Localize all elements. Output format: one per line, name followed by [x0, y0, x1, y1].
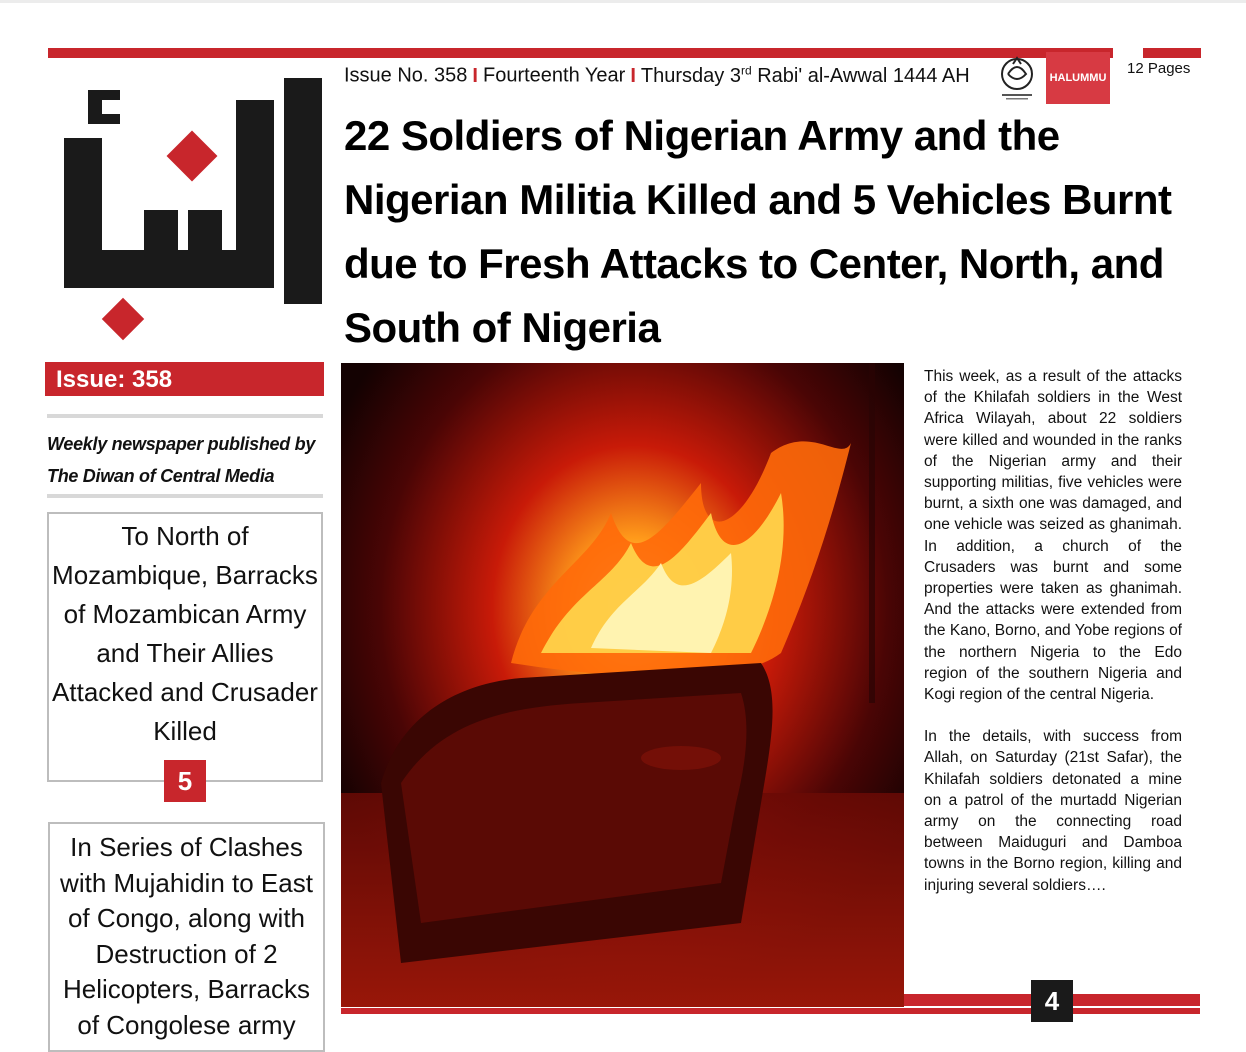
tagline: Weekly newspaper published by The Diwan of Central Media	[47, 434, 316, 486]
red-diamond-icon	[102, 298, 144, 340]
top-divider	[0, 0, 1246, 3]
main-story-body	[924, 366, 1182, 917]
issue-number: Issue No. 358	[344, 64, 468, 87]
issue-year: Fourteenth Year	[482, 64, 626, 87]
media-emblem-icon	[994, 54, 1040, 102]
issue-date: Thursday 3rd Rabi' al-Awwal 1444 AH	[640, 63, 970, 87]
burning-vehicle-photo	[341, 363, 904, 1007]
side-story-mozambique[interactable]	[47, 512, 323, 782]
side-story-text: To North of Mozambique, Barracks of Mozambican Army and Their Allies Attacked and Crusader Killed	[52, 521, 318, 746]
page-count: 12 Pages	[1127, 60, 1191, 77]
fire-image-icon	[341, 363, 904, 1007]
al-naba-logo-icon	[48, 60, 324, 350]
main-headline: 22 Soldiers of Nigerian Army and the Nigerian Militia Killed and 5 Vehicles Burnt due to Fresh Attacks to Center, North, and South of Nigeria	[344, 112, 1172, 351]
publisher-badge: HALUMMU	[1046, 52, 1110, 104]
page-badge: 5	[164, 760, 206, 802]
side-story-congo[interactable]	[48, 822, 325, 1052]
issue-label: Issue: 358	[45, 362, 324, 396]
side-story-text: In Series of Clashes with Mujahidin to East of Congo, along with Destruction of 2 Helicopters, Barracks of Congolese army	[60, 832, 313, 1040]
divider	[47, 494, 323, 498]
paragraph-2: In the details, with success from Allah, on Saturday (21st Safar), the Khilafah soldiers detonated a mine on a patrol of the murtadd Nigerian army on the connecting road between Maiduguri and Damboa towns in the Borno region, killing and injuring several soldiers….	[924, 728, 1182, 894]
divider	[47, 414, 323, 418]
issue-meta-line: Issue No. 358 I Fourteenth Year I Thursday 3rd Rabi' al-Awwal 1444 AH	[344, 63, 970, 87]
paragraph-1: This week, as a result of the attacks of the Khilafah soldiers in the West Africa Wilayah, about 22 soldiers were killed and wounded in the ranks of the Nigerian army and their supporting militias, five vehicles were burnt, a sixth one was damaged, and one vehicle was seized as ghanimah. In addition, a church of the Crusaders was burnt and some properties were taken as ghanimah. And the attacks were extended from the Kano, Borno, and Yobe regions of the northern Nigeria to the Edo region of the southern Nigeria and Kogi region of the central Nigeria.	[924, 368, 1182, 704]
page-badge-main: 4	[1031, 980, 1073, 1022]
red-diamond-icon	[167, 131, 218, 182]
masthead-logo	[48, 60, 324, 350]
